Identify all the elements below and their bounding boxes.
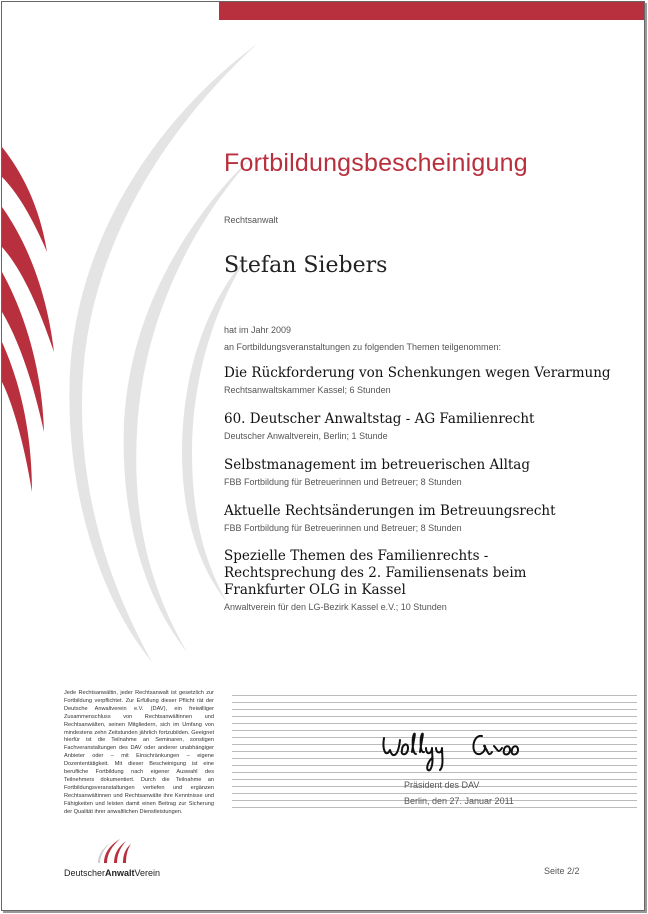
logo-text-part: Anwalt [105,868,135,878]
page-number: Seite 2/2 [544,866,580,876]
course-title: Die Rückforderung von Schenkungen wegen Verarmung [224,365,611,381]
dav-logo-text [64,868,160,878]
footnote-text: Jede Rechtsanwältin, jeder Rechtsanwalt ist gesetzlich zur Fortbildung verpflichtet. Zur Erfüllung dieser Pflicht rät der Deutsche Anwaltverein e.V. (DAV), ein freiwilliger Zusammenschluss von Rechtsanwältinnen und Rechtsanwälten, seinen Mitgliedern, sich im Umfang von mindestens zehn Zeitstunden jährlich fortzubilden. Geeignet hierfür ist die Teilnahme an Seminaren, sonstigen Fachveranstaltungen des DAV oder anderer unabhängiger Anbieter oder – mit Einschränkungen – eigene Dozententätigkeit. Mit dieser Bescheinigung ist eine berufliche Fortbildung nach eigener Auswahl des Teilnehmers dokumentiert. Durch die Teilnahme an Fortbildungsveranstaltungen vertiefen und ergänzen Rechtsanwältinnen und Rechtsanwälte ihre Kenntnisse und Fähigkeiten und leisten damit einen Beitrag zur Sicherung der Qualität ihrer anwaltlichen Dienstleistungen. [64,690,214,815]
participant-name: Stefan Siebers [224,253,388,278]
rule-line [232,716,637,717]
course-item [224,457,624,487]
logo-text-part: Deutscher [64,868,106,878]
course-item [224,365,624,395]
intro-text: an Fortbildungsveranstaltungen zu folgenden Themen teilgenommen: [224,342,502,352]
course-provider: FBB Fortbildung für Betreuerinnen und Betreuer; 8 Stunden [224,477,462,487]
course-item [224,503,624,533]
role-label: Rechtsanwalt [224,215,279,225]
dav-swoosh-graphic [2,2,262,702]
top-accent-bar [219,2,645,20]
place-date: Berlin, den 27. Januar 2011 [404,796,514,806]
logo-text-part: Verein [134,868,161,878]
course-title: Spezielle Themen des Familienrechts - Rechtsprechung des 2. Familiensenats beim Frankfurter OLG in Kassel [224,548,527,598]
course-provider: Rechtsanwaltskammer Kassel; 6 Stunden [224,385,391,395]
course-title: 60. Deutscher Anwaltstag - AG Familienrecht [224,411,535,427]
rule-line [232,695,637,696]
handwritten-signature [380,724,545,774]
certificate-page [1,1,645,911]
rule-line [232,793,637,794]
course-provider: Anwaltverein für den LG-Bezirk Kassel e.V.; 10 Stunden [224,602,447,612]
rule-line [232,807,637,808]
course-title: Aktuelle Rechtsänderungen im Betreuungsrecht [224,503,556,519]
course-provider: FBB Fortbildung für Betreuerinnen und Betreuer; 8 Stunden [224,523,462,533]
course-title: Selbstmanagement im betreuerischen Alltag [224,457,530,473]
rule-line [232,702,637,703]
rule-line [232,709,637,710]
page-title: Fortbildungsbescheinigung [224,149,528,177]
course-item [224,548,594,612]
course-provider: Deutscher Anwaltverein, Berlin; 1 Stunde [224,431,388,441]
dav-logo-icon [64,837,164,865]
signatory-title: Präsident des DAV [404,780,480,790]
intro-year: hat im Jahr 2009 [224,325,292,335]
course-item [224,411,624,441]
